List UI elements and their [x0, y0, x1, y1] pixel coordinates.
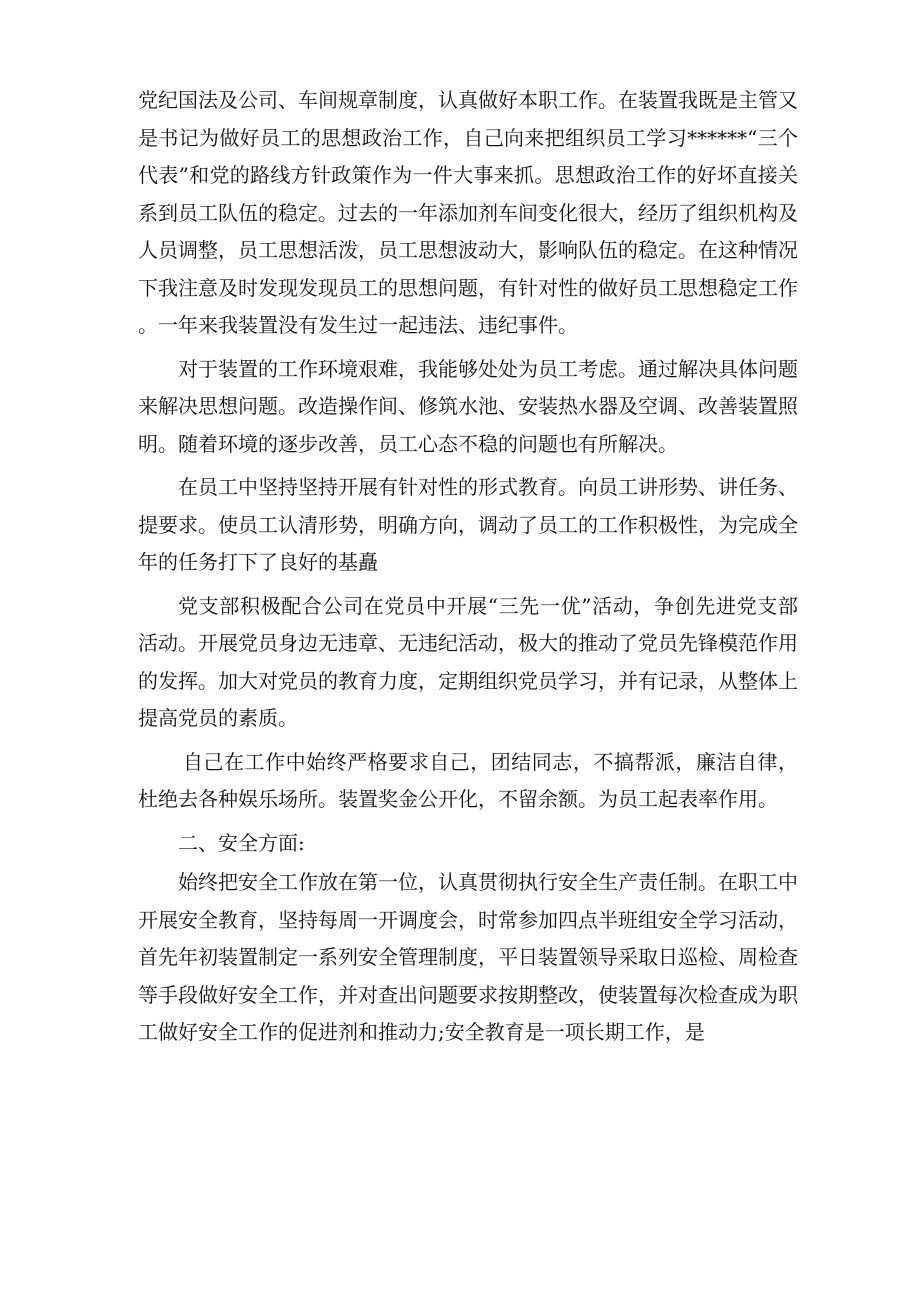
paragraph-situation-education: 在员工中坚持坚持开展有针对性的形式教育。向员工讲形势、讲任务、提要求。使员工认清形势，明确方向，调动了员工的工作积极性，为完成全年的任务打下了良好的基矗 — [138, 475, 798, 574]
paragraph-political-work: 党纪国法及公司、车间规章制度，认真做好本职工作。在装置我既是主管又是书记为做好员工的思想政治工作，自己向来把组织员工学习******“三个代表”和党的路线方针政策作为一件大事来抓。思想政治工作的好坏直接关系到员工队伍的稳定。过去的一年添加剂车间变化很大，经历了组织机构及人员调整，员工思想活泼，员工思想波动大，影响队伍的稳定。在这种情况下我注意及时发现发现员工的思想问题，有针对性的做好员工思想稳定工作。一年来我装置没有发生过一起违法、违纪事件。 — [138, 88, 798, 337]
paragraph-work-environment: 对于装置的工作环境艰难，我能够处处为员工考虑。通过解决具体问题来解决思想问题。改造操作间、修筑水池、安装热水器及空调、改善装置照明。随着环境的逐步改善，员工心态不稳的问题也有所解决。 — [138, 356, 798, 456]
paragraph-safety-work: 始终把安全工作放在第一位，认真贯彻执行安全生产责任制。在职工中开展安全教育，坚持每周一开调度会，时常参加四点半班组安全学习活动，首先年初装置制定一系列安全管理制度，平日装置领导采取日巡检、周检查等手段做好安全工作，并对查出问题要求按期整改，使装置每次检查成为职工做好安全工作的促进剂和推动力;安全教育是一项长期工作，是 — [138, 870, 798, 1044]
paragraph-party-branch: 党支部积极配合公司在党员中开展“三先一优”活动，争创先进党支部活动。开展党员身边无违章、无违纪活动，极大的推动了党员先锋模范作用的发挥。加大对党员的教育力度，定期组织党员学习，并有记录，从整体上提高党员的素质。 — [138, 593, 798, 730]
section-heading-safety: 二、安全方面: — [178, 830, 305, 855]
paragraph-self-discipline: 自己在工作中始终严格要求自己，团结同志，不搞帮派，廉洁自律，杜绝去各种娱乐场所。装置奖金公开化，不留余额。为员工起表率作用。 — [138, 749, 798, 811]
document-body — [138, 82, 798, 1058]
